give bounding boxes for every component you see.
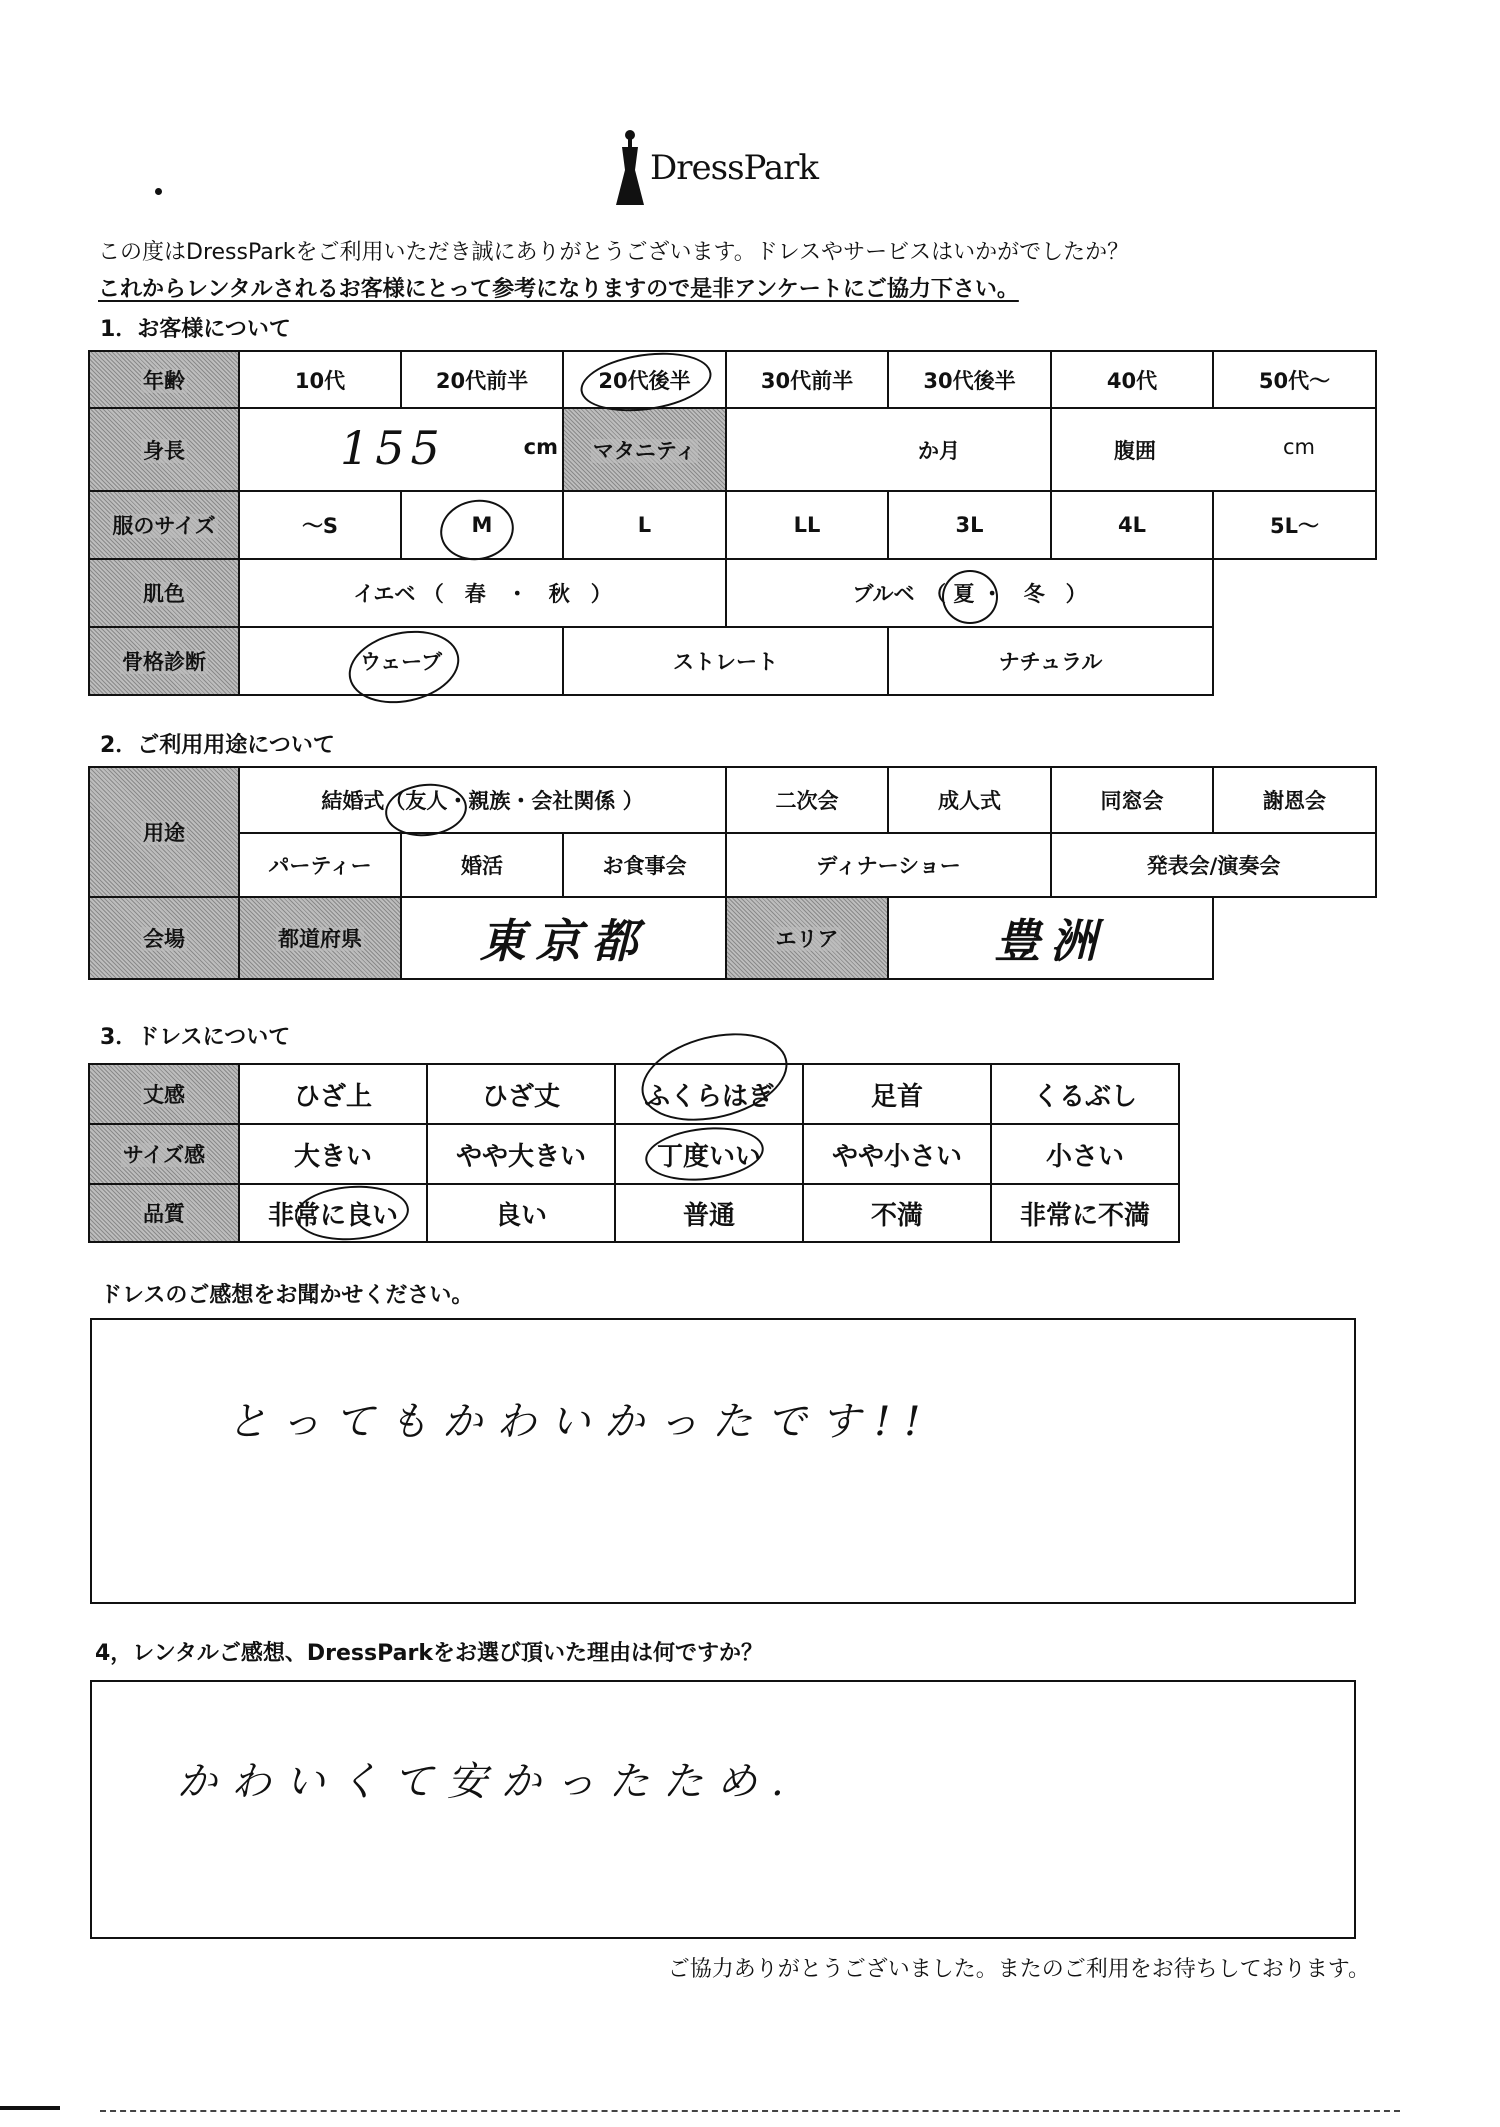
purpose-table	[88, 766, 1377, 980]
purpose-option[interactable]: 二次会	[726, 767, 888, 833]
fit-label: サイズ感	[89, 1124, 239, 1184]
circle-mark-skin	[942, 570, 998, 624]
size-option[interactable]: 3L	[888, 491, 1051, 559]
age-option[interactable]: 30代前半	[726, 351, 888, 408]
wedding-friend: 友人	[405, 789, 448, 813]
fit-option[interactable]: 小さい	[991, 1124, 1179, 1184]
section1-title: 1．お客様について	[100, 317, 291, 342]
waist-field[interactable]	[1051, 408, 1376, 491]
waist-label: 腹囲	[1114, 439, 1156, 463]
scan-edge-line	[100, 2110, 1400, 2112]
maternity-label: マタニティ	[563, 408, 726, 491]
purpose-label: 用途	[89, 767, 239, 897]
purpose-option[interactable]: 成人式	[888, 767, 1051, 833]
age-option[interactable]: 50代～	[1213, 351, 1376, 408]
size-option[interactable]: LL	[726, 491, 888, 559]
quality-label: 品質	[89, 1184, 239, 1242]
height-unit: cm	[523, 435, 558, 459]
size-option[interactable]: ～S	[239, 491, 401, 559]
length-option-selected[interactable]: ふくらはぎ	[615, 1064, 803, 1124]
skeleton-option[interactable]: ナチュラル	[888, 627, 1213, 695]
size-option[interactable]: L	[563, 491, 726, 559]
fit-option-selected[interactable]: 丁度いい	[615, 1124, 803, 1184]
fit-option[interactable]: やや小さい	[803, 1124, 991, 1184]
section3-title: 3．ドレスについて	[100, 1025, 291, 1050]
dress-table	[88, 1063, 1180, 1243]
quality-option[interactable]: 不満	[803, 1184, 991, 1242]
purpose-option[interactable]: ディナーショー	[726, 833, 1051, 897]
section4-title: 4，レンタルご感想、DressParkをお選び頂いた理由は何ですか？	[95, 1641, 763, 1666]
skin-yellow-option[interactable]: イエベ （ 春 ・ 秋 ）	[239, 559, 726, 627]
impression-prompt: ドレスのご感想をお聞かせください。	[100, 1283, 474, 1308]
wedding-suffix: ・親族・会社関係 ）	[447, 789, 644, 813]
skeleton-option-selected[interactable]: ウェーブ	[239, 627, 563, 695]
size-option-selected[interactable]: M	[401, 491, 563, 559]
purpose-option[interactable]: 婚活	[401, 833, 563, 897]
purpose-option[interactable]: 同窓会	[1051, 767, 1213, 833]
impression-box[interactable]	[90, 1318, 1356, 1604]
blank-cell	[1213, 897, 1376, 979]
purpose-option[interactable]: お食事会	[563, 833, 726, 897]
impression-answer: とってもかわいかったです!!	[227, 1399, 935, 1445]
purpose-option[interactable]: 発表会/演奏会	[1051, 833, 1376, 897]
scan-edge-mark	[0, 2106, 60, 2110]
section2-title: 2．ご利用用途について	[100, 733, 335, 758]
quality-option[interactable]: 普通	[615, 1184, 803, 1242]
size-label: 服のサイズ	[89, 491, 239, 559]
prefecture-value[interactable]: 東京都	[401, 897, 726, 979]
age-label: 年齢	[89, 351, 239, 408]
skin-label: 肌色	[89, 559, 239, 627]
intro-text: この度はDressParkをご利用いただき誠にありがとうございます。ドレスやサービスはいかがでしたか？	[98, 240, 1130, 265]
purpose-option[interactable]: 謝恩会	[1213, 767, 1376, 833]
months-unit: か月	[918, 438, 960, 463]
brand-logo: DressPark	[650, 148, 819, 188]
waist-unit: cm	[1282, 435, 1315, 459]
stray-dot	[155, 188, 162, 195]
age-option-selected[interactable]: 20代後半	[563, 351, 726, 408]
quality-option[interactable]: 非常に不満	[991, 1184, 1179, 1242]
maternity-months[interactable]	[726, 408, 1051, 491]
blue-suffix: ・ 冬 ）	[981, 582, 1087, 606]
size-option[interactable]: 5L～	[1213, 491, 1376, 559]
prefecture-label: 都道府県	[239, 897, 401, 979]
customer-table	[88, 350, 1377, 696]
blue-prefix: ブルベ （	[852, 582, 947, 606]
skeleton-option[interactable]: ストレート	[563, 627, 888, 695]
footer-thanks: ご協力ありがとうございました。またのご利用をお待ちしております。	[667, 1957, 1370, 1982]
height-value: 155	[340, 421, 446, 475]
blue-summer: 夏	[953, 582, 975, 606]
length-label: 丈感	[89, 1064, 239, 1124]
skeleton-label: 骨格診断	[89, 627, 239, 695]
quality-option[interactable]: 良い	[427, 1184, 615, 1242]
fit-option[interactable]: やや大きい	[427, 1124, 615, 1184]
length-option[interactable]: ひざ丈	[427, 1064, 615, 1124]
area-label: エリア	[726, 897, 888, 979]
reason-box[interactable]	[90, 1680, 1356, 1939]
fit-option[interactable]: 大きい	[239, 1124, 427, 1184]
purpose-option[interactable]: パーティー	[239, 833, 401, 897]
reason-answer: かわいくて安かったため.	[177, 1759, 798, 1805]
age-option[interactable]: 40代	[1051, 351, 1213, 408]
age-option[interactable]: 10代	[239, 351, 401, 408]
blank-cell	[1213, 627, 1376, 695]
venue-label: 会場	[89, 897, 239, 979]
height-label: 身長	[89, 408, 239, 491]
quality-option-selected[interactable]: 非常に良い	[239, 1184, 427, 1242]
height-field[interactable]	[239, 408, 563, 491]
age-option[interactable]: 20代前半	[401, 351, 563, 408]
length-option[interactable]: くるぶし	[991, 1064, 1179, 1124]
wedding-prefix: 結婚式（	[321, 789, 406, 813]
age-option[interactable]: 30代後半	[888, 351, 1051, 408]
wedding-option[interactable]	[239, 767, 726, 833]
blank-cell	[1213, 559, 1376, 627]
size-option[interactable]: 4L	[1051, 491, 1213, 559]
intro-request: これからレンタルされるお客様にとって参考になりますので是非アンケートにご協力下さい。	[98, 277, 1019, 302]
length-option[interactable]: ひざ上	[239, 1064, 427, 1124]
length-option[interactable]: 足首	[803, 1064, 991, 1124]
area-value[interactable]: 豊洲	[888, 897, 1213, 979]
